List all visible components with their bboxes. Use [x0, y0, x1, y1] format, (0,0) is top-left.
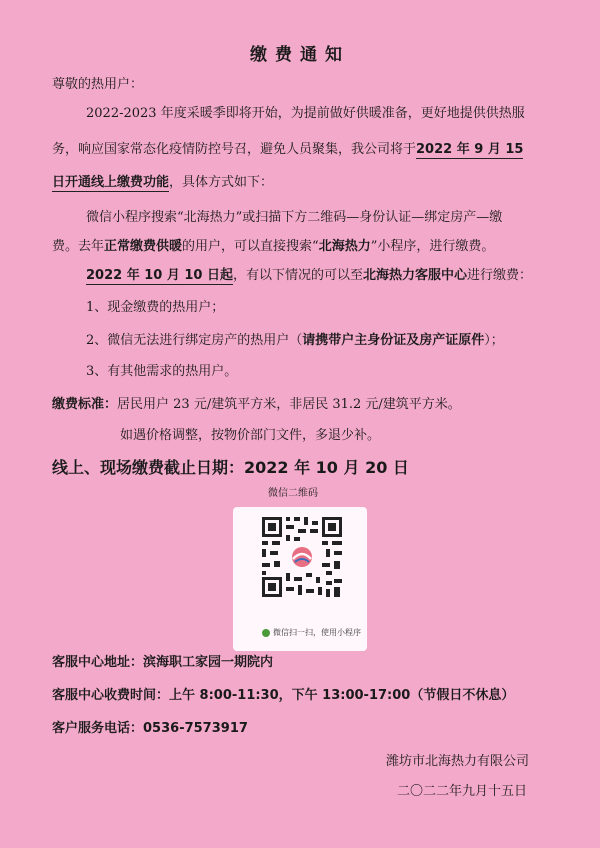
hours-line	[52, 689, 514, 703]
phone-label: 客户服务电话：	[52, 721, 144, 736]
paragraph-1-tail: ，具体方式如下：	[169, 175, 274, 190]
fee-standard-label: 缴费标准：	[52, 397, 118, 412]
paragraph-2-line-2	[52, 240, 494, 254]
online-start-date-part-1: 2022 年 9 月 15	[416, 142, 524, 157]
wechat-icon	[262, 629, 270, 637]
case-3: 3、有其他需求的热用户。	[86, 364, 238, 379]
hours-label: 客服中心收费时间：	[52, 688, 170, 703]
case-2	[86, 334, 504, 348]
hours-value: 上午 8:00-11:30，下午 13:00-17:00（节假日不休息）	[169, 688, 515, 703]
address-line	[52, 656, 273, 670]
normal-payment-label: 正常缴费供暖	[104, 239, 183, 254]
salutation: 尊敬的热用户：	[52, 77, 144, 92]
company-signature: 潍坊市北海热力有限公司	[386, 754, 530, 769]
address-value: 滨海职工家园一期院内	[143, 655, 274, 670]
notice-title: 缴费通知	[250, 45, 350, 65]
issue-date: 二〇二二年九月十五日	[397, 784, 528, 799]
service-center-name: 北海热力客服中心	[363, 268, 468, 283]
phone-line	[52, 722, 248, 736]
paragraph-2-pre: 费。去年	[52, 239, 105, 254]
fee-standard	[52, 398, 461, 412]
paragraph-3-tail: 进行缴费：	[467, 268, 533, 283]
online-start-date-part-2: 日开通线上缴费功能	[52, 175, 170, 190]
beihai-heat-name: 北海热力	[318, 239, 371, 254]
payment-deadline: 线上、现场缴费截止日期：2022 年 10 月 20 日	[52, 458, 409, 477]
qr-label: 微信二维码	[268, 488, 318, 499]
wechat-mini-program-qr-code[interactable]	[260, 515, 344, 599]
fee-standard-text: 居民用户 23 元/建筑平方米，非居民 31.2 元/建筑平方米。	[117, 397, 461, 412]
paragraph-1-line-3	[52, 176, 273, 190]
paragraph-1-line-2	[52, 143, 523, 157]
paragraph-1-line-2-text: 务，响应国家常态化疫情防控号召，避免人员聚集，我公司将于	[52, 142, 417, 157]
phone-value: 0536-7573917	[143, 721, 248, 736]
service-start-date: 2022 年 10 月 10 日起	[86, 268, 233, 283]
paragraph-2-line-1: 微信小程序搜索“北海热力”或扫描下方二维码—身份认证—绑定房产—缴	[86, 210, 503, 225]
paragraph-1-line-1: 2022-2023 年度采暖季即将开始，为提前做好供暖准备，更好地提供供热服	[86, 106, 525, 121]
paragraph-3-mid: ，有以下情况的可以至	[233, 268, 364, 283]
case-1: 1、现金缴费的热用户；	[86, 300, 225, 315]
case-2-tail: ）；	[484, 333, 504, 348]
qr-caption	[262, 627, 361, 638]
paragraph-2-mid: 的用户，可以直接搜索“	[182, 239, 319, 254]
case-2-pre: 2、微信无法进行绑定房产的热用户（	[86, 333, 303, 348]
paragraph-2-tail: ”小程序，进行缴费。	[370, 239, 495, 254]
paragraph-3	[86, 269, 532, 283]
qr-caption-text: 微信扫一扫，使用小程序	[273, 628, 361, 637]
address-label: 客服中心地址：	[52, 655, 144, 670]
price-adjustment-note: 如遇价格调整，按物价部门文件，多退少补。	[120, 428, 381, 443]
case-2-documents: 请携带户主身份证及房产证原件	[302, 333, 485, 348]
